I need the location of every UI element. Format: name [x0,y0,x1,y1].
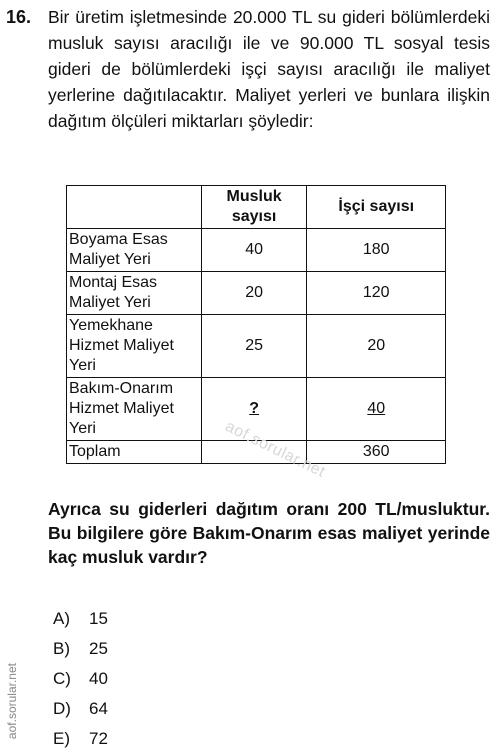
row-name: Toplam [67,441,202,464]
option-letter: A) [53,609,70,628]
watermark: aof.sorular.net [222,418,328,482]
row-name: Boyama Esas Maliyet Yeri [67,229,202,272]
side-site-mark: aof.sorular.net [5,662,19,739]
option-value: 72 [89,729,108,748]
table-header-row [67,186,446,229]
row-name: Yemekhane Hizmet Maliyet Yeri [67,315,202,378]
option-a[interactable] [53,604,108,634]
header-empty [67,186,202,229]
row-workers: 20 [307,315,446,378]
question-number: 16. [6,7,32,27]
option-value: 64 [89,699,108,718]
row-faucets: 40 [201,229,307,272]
question-intro: Bir üretim işletmesinde 20.000 TL su gideri bölümlerdeki musluk sayısı aracılığı ile ve 90.000 TL sosyal tesis gideri de bölümlerdeki işçi sayısı aracılığı ile maliyet yerlerine dağıtılacaktır. Maliyet yerleri ve bunlara ilişkin dağıtım ölçüleri miktarları şöyledir: [48,7,490,131]
answer-options [53,604,108,754]
option-b[interactable] [53,634,108,664]
row-faucets-unknown: ? [249,400,259,417]
cost-distribution-table [66,185,446,464]
row-workers: 360 [307,441,446,464]
option-letter: C) [53,669,71,688]
row-workers: 180 [307,229,446,272]
table-row [67,315,446,378]
header-faucet-count: Musluk sayısı [201,186,307,229]
row-faucets: 20 [201,272,307,315]
option-value: 40 [89,669,108,688]
option-e[interactable] [53,724,108,754]
option-d[interactable] [53,694,108,724]
row-workers: 120 [307,272,446,315]
option-c[interactable] [53,664,108,694]
option-letter: B) [53,639,70,658]
row-faucets: 25 [201,315,307,378]
row-workers: 40 [367,400,386,417]
option-value: 25 [89,639,108,658]
header-worker-count: İşçi sayısı [307,186,446,229]
row-name: Montaj Esas Maliyet Yeri [67,272,202,315]
option-letter: D) [53,699,71,718]
option-value: 15 [89,609,108,628]
table-row [67,229,446,272]
table-row [67,272,446,315]
row-name: Bakım-Onarım Hizmet Maliyet Yeri [67,378,202,441]
option-letter: E) [53,729,70,748]
question-prompt: Ayrıca su giderleri dağıtım oranı 200 TL/musluktur. Bu bilgilere göre Bakım-Onarım esas maliyet yerinde kaç musluk vardır? [48,499,490,567]
